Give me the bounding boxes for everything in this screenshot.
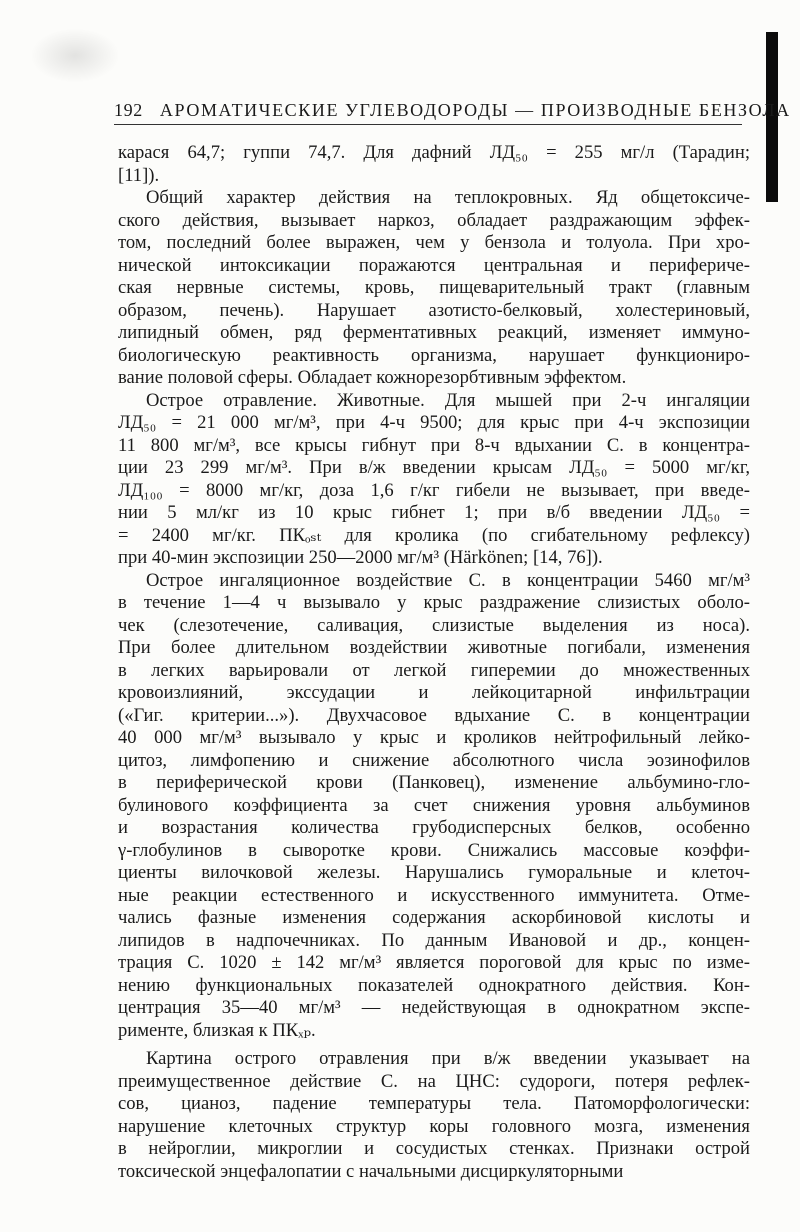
text-line: в периферической крови (Панковец), изменение альбумино-гло-	[118, 772, 750, 793]
text-line: Общий характер действия на теплокровных. Яд общетоксиче-	[146, 187, 750, 208]
text-line: булинового коэффициента за счет снижения уровня альбуминов	[118, 794, 750, 816]
text-line: карася 64,7; гуппи 74,7. Для дафний ЛД₅₀ = 255 мг/л (Тарадин;	[118, 142, 750, 163]
text-line: токсической энцефалопатии с начальными дисциркуляторными	[118, 1160, 624, 1182]
text-line: при 40-мин экспозиции 250—2000 мг/м³ (Härkönen; [14, 76]).	[118, 547, 603, 568]
running-header	[114, 100, 791, 121]
body-text	[118, 142, 750, 1183]
text-line: 40 000 мг/м³ вызывало у крыс и кроликов нейтрофильный лейко-	[118, 727, 750, 748]
text-line: [11]).	[118, 164, 160, 186]
text-line: («Гиг. критерии...»). Двухчасовое вдыхание С. в концентрации	[118, 704, 750, 726]
text-line: в течение 1—4 ч вызывало у крыс раздражение слизистых оболо-	[118, 592, 750, 613]
text-line: в нейроглии, микроглии и сосудистых стенках. Признаки острой	[118, 1138, 750, 1159]
paragraph	[118, 142, 750, 187]
text-line: рименте, близкая к ПКₓₚ.	[118, 1019, 316, 1041]
text-line: ЛД₁₀₀ = 8000 мг/кг, доза 1,6 г/кг гибели не вызывает, при введе-	[118, 479, 750, 501]
text-line: ции 23 299 мг/м³. При в/ж введении крысам ЛД₅₀ = 5000 мг/кг,	[118, 457, 750, 478]
text-line: чались фазные изменения содержания аскорбиновой кислоты и	[118, 907, 750, 928]
text-line: трация С. 1020 ± 142 мг/м³ является пороговой для крыс по изме-	[118, 952, 750, 973]
text-line: Острое ингаляционное воздействие С. в концентрации 5460 мг/м³	[146, 569, 750, 591]
text-line: циенты вилочковой железы. Нарушались гуморальные и клеточ-	[118, 862, 750, 883]
text-line: липидный обмен, ряд ферментативных реакций, изменяет иммуно-	[118, 322, 750, 343]
paragraph	[118, 390, 750, 570]
text-line: ского действия, вызывает наркоз, обладает раздражающим эффек-	[118, 209, 750, 231]
text-line: биологическую реактивность организма, нарушает функциониро-	[118, 344, 750, 366]
text-line: центрация 35—40 мг/м³ — недействующая в однократном экспе-	[118, 997, 750, 1018]
paragraph	[118, 187, 750, 390]
text-line: преимущественное действие С. на ЦНС: судороги, потеря рефлек-	[118, 1070, 750, 1092]
scan-smudge	[30, 28, 120, 83]
text-line: нению функциональных показателей однократного действия. Кон-	[118, 974, 750, 996]
text-line: сов, цианоз, падение температуры тела. Патоморфологически:	[118, 1093, 750, 1114]
text-line: нической интоксикации поражаются центральная и перифериче-	[118, 254, 750, 276]
text-line: вание половой сферы. Обладает кожнорезорбтивным эффектом.	[118, 367, 627, 388]
text-line: Картина острого отравления при в/ж введении указывает на	[146, 1048, 750, 1069]
text-line: нии 5 мл/кг из 10 крыс гибнет 1; при в/б введении ЛД₅₀ =	[118, 502, 750, 523]
header-rule	[114, 124, 742, 125]
text-line: ская нервные системы, кровь, пищеварительный тракт (главным	[118, 277, 750, 298]
text-line: = 2400 мг/кг. ПКₒₛₜ для кролика (по сгибательному рефлексу)	[118, 524, 750, 546]
text-line: 11 800 мг/м³, все крысы гибнут при 8-ч вдыхании С. в концентра-	[118, 434, 750, 456]
text-line: ные реакции естественного и искусственного иммунитета. Отме-	[118, 884, 750, 906]
text-line: кровоизлияний, экссудации и лейкоцитарной инфильтрации	[118, 682, 750, 703]
text-line: в легких варьировали от легкой гиперемии до множественных	[118, 659, 750, 681]
text-line: цитоз, лимфопению и снижение абсолютного числа эозинофилов	[118, 749, 750, 771]
text-line: ЛД₅₀ = 21 000 мг/м³, при 4-ч 9500; для крыс при 4-ч экспозиции	[118, 412, 750, 433]
text-line: нарушение клеточных структур коры головного мозга, изменения	[118, 1115, 750, 1137]
text-line: γ-глобулинов в сыворотке крови. Снижались массовые коэффи-	[118, 839, 750, 861]
running-title: АРОМАТИЧЕСКИЕ УГЛЕВОДОРОДЫ — ПРОИЗВОДНЫЕ БЕНЗОЛА	[159, 100, 791, 120]
page-number: 192	[114, 100, 143, 120]
text-line: Острое отравление. Животные. Для мышей при 2-ч ингаляции	[146, 389, 750, 411]
text-line: том, последний более выражен, чем у бензола и толуола. При хро-	[118, 232, 750, 253]
text-line: образом, печень). Нарушает азотисто-белковый, холестериновый,	[118, 299, 750, 321]
text-line: и возрастания количества грубодисперсных белков, особенно	[118, 817, 750, 838]
text-line: При более длительном воздействии животные погибали, изменения	[118, 637, 750, 658]
paragraph	[118, 570, 750, 1043]
text-line: чек (слезотечение, саливация, слизистые выделения из носа).	[118, 614, 750, 636]
paragraph	[118, 1048, 750, 1183]
text-line: липидов в надпочечниках. По данным Ивановой и др., концен-	[118, 929, 750, 951]
